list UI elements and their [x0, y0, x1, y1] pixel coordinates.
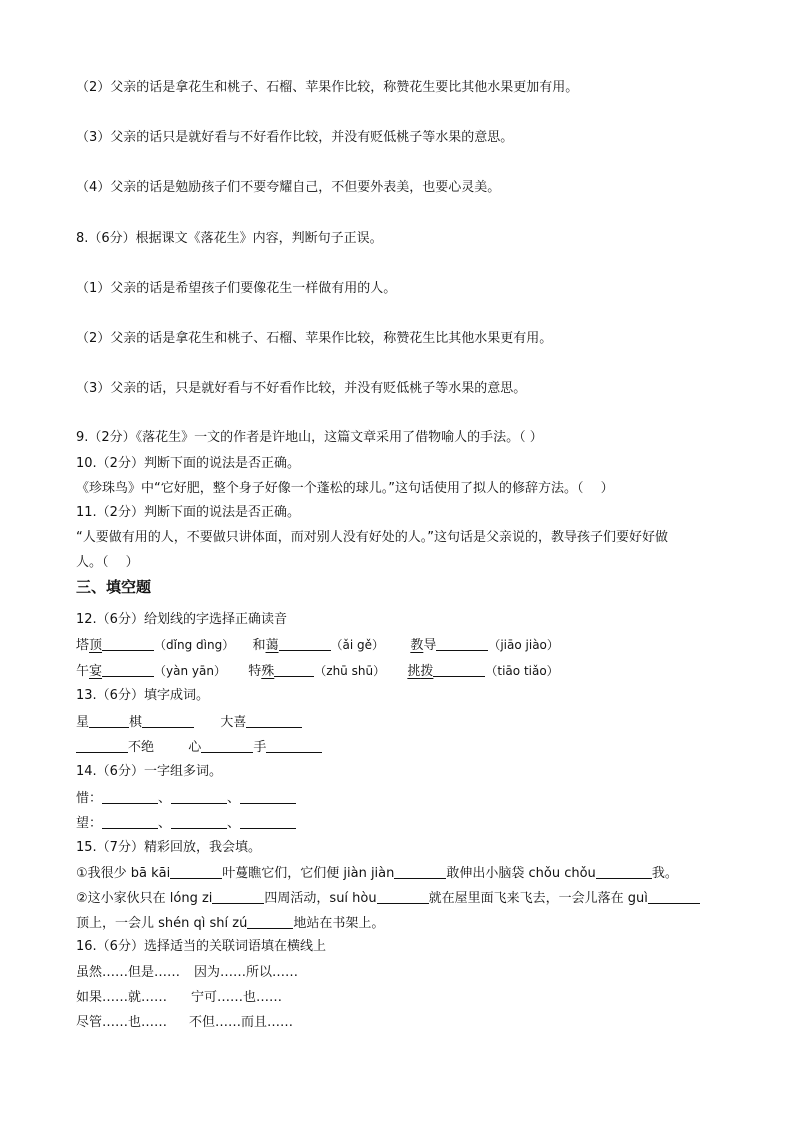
answer-blank[interactable]: [394, 864, 446, 879]
conjunction-pair: 尽管……也……: [76, 1015, 168, 1030]
conjunction-pair: 如果……就……: [76, 990, 168, 1005]
q16-row-2: [76, 989, 282, 1007]
q8-item-2: （2）父亲的话是拿花生和桃子、石榴、苹果作比较，称赞花生比其他水果更有用。: [76, 331, 553, 346]
pinyin-options: （ǎi gě）: [330, 638, 385, 652]
q12-row-2: [76, 662, 559, 681]
pinyin-options: （jiāo jiào）: [488, 638, 559, 652]
answer-blank[interactable]: [102, 636, 154, 651]
q15-text: ②这小家伙只在 lóng zi: [76, 891, 213, 906]
q12-word-text: 拨: [420, 664, 434, 679]
q12-underlined-char: 宴: [89, 664, 103, 679]
q15-text: ①我很少 bā kāi: [76, 866, 171, 881]
q12-word-text: 特: [248, 664, 262, 679]
answer-blank[interactable]: [596, 864, 652, 879]
q8-item-1: （1）父亲的话是希望孩子们要像花生一样做有用的人。: [76, 281, 397, 296]
pinyin-options: （yàn yān）: [154, 664, 226, 678]
separator: 、: [158, 816, 172, 831]
q10-stem: 10.（2分）判断下面的说法是否正确。: [76, 456, 300, 471]
q12-underlined-char: 顶: [89, 638, 103, 653]
q12-underlined-char: 挑: [407, 664, 421, 679]
answer-blank[interactable]: [433, 662, 485, 677]
q7-item-3: （3）父亲的话只是就好看与不好看作比较，并没有贬低桃子等水果的意思。: [76, 130, 514, 145]
section-title: 三、填空题: [76, 578, 152, 596]
q14-char: 望：: [76, 816, 103, 831]
pinyin-options: （zhū shū）: [314, 664, 386, 678]
q13-row-2: [76, 738, 322, 757]
q12-stem: 12.（6分）给划线的字选择正确读音: [76, 612, 287, 627]
conjunction-pair: 虽然……但是……: [76, 965, 181, 980]
answer-blank[interactable]: [279, 636, 331, 651]
q13-char: 星: [76, 715, 90, 730]
q15-text: 敢伸出小脑袋 chǒu chǒu: [446, 866, 596, 881]
answer-blank[interactable]: [274, 662, 314, 677]
q12-underlined-char: 殊: [261, 664, 275, 679]
q11-line-1: “人要做有用的人，不要做只讲体面，而对别人没有好处的人。”这句话是父亲说的，教导孩子们要好好做: [76, 530, 668, 545]
q15-text: 地站在书架上。: [293, 916, 385, 931]
q12-word-text: 塔: [76, 638, 90, 653]
q10-body: 《珍珠鸟》中“它好肥，整个身子好像一个蓬松的球儿。”这句话使用了拟人的修辞方法。（ ）: [76, 481, 614, 496]
answer-blank[interactable]: [201, 738, 253, 753]
separator: 、: [227, 791, 241, 806]
answer-blank[interactable]: [240, 814, 296, 829]
q12-word-text: 导: [423, 638, 437, 653]
answer-blank[interactable]: [170, 864, 222, 879]
answer-blank[interactable]: [266, 738, 322, 753]
q15-text: 顶上，一会儿 shén qì shí zú: [76, 916, 248, 931]
q13-char: 不绝: [128, 740, 155, 755]
q12-word-text: 午: [76, 664, 90, 679]
answer-blank[interactable]: [247, 914, 293, 929]
q14-stem: 14.（6分）一字组多词。: [76, 764, 222, 779]
q13-row-1: [76, 713, 302, 732]
q15-text: 我。: [651, 866, 678, 881]
q15-line-2: [76, 889, 700, 908]
q12-word-text: 和: [252, 638, 266, 653]
conjunction-pair: 宁可……也……: [191, 990, 283, 1005]
q14-char: 惜：: [76, 791, 103, 806]
answer-blank[interactable]: [246, 713, 302, 728]
q16-row-3: [76, 1014, 293, 1032]
q13-char: 心: [188, 740, 202, 755]
q16-stem: 16.（6分）选择适当的关联词语填在横线上: [76, 939, 326, 954]
q14-row-1: [76, 789, 296, 808]
answer-blank[interactable]: [102, 814, 158, 829]
q15-line-1: [76, 864, 678, 883]
q13-char: 手: [253, 740, 267, 755]
conjunction-pair: 因为……所以……: [194, 965, 299, 980]
q9-stem: 9.（2分）《落花生》一文的作者是许地山，这篇文章采用了借物喻人的手法。（ ）: [76, 430, 543, 445]
q15-text: 叶蔓瞧它们，它们便 jiàn jiàn: [222, 866, 395, 881]
q8-stem: 8.（6分）根据课文《落花生》内容，判断句子正误。: [76, 231, 383, 246]
q12-underlined-char: 教: [410, 638, 424, 653]
answer-blank[interactable]: [240, 789, 296, 804]
answer-blank[interactable]: [102, 789, 158, 804]
q16-row-1: [76, 964, 298, 982]
answer-blank[interactable]: [377, 889, 429, 904]
q15-stem: 15.（7分）精彩回放，我会填。: [76, 840, 261, 855]
answer-blank[interactable]: [76, 738, 128, 753]
q15-text: 就在屋里面飞来飞去，一会儿落在 guì: [428, 891, 648, 906]
answer-blank[interactable]: [171, 789, 227, 804]
conjunction-pair: 不但……而且……: [189, 1015, 294, 1030]
answer-blank[interactable]: [436, 636, 488, 651]
q15-text: 四周活动，suí hòu: [264, 891, 377, 906]
answer-blank[interactable]: [102, 662, 154, 677]
answer-blank[interactable]: [648, 889, 700, 904]
answer-blank[interactable]: [171, 814, 227, 829]
q12-row-1: [76, 636, 559, 655]
q11-stem: 11.（2分）判断下面的说法是否正确。: [76, 505, 300, 520]
q7-item-2: （2）父亲的话是拿花生和桃子、石榴、苹果作比较，称赞花生要比其他水果更加有用。: [76, 80, 579, 95]
separator: 、: [227, 816, 241, 831]
pinyin-options: （dǐng dìng）: [154, 638, 235, 652]
q14-row-2: [76, 814, 296, 833]
answer-blank[interactable]: [142, 713, 194, 728]
pinyin-options: （tiāo tiǎo）: [485, 664, 559, 678]
q8-item-3: （3）父亲的话，只是就好看与不好看作比较，并没有贬低桃子等水果的意思。: [76, 381, 527, 396]
q15-line-3: [76, 914, 384, 933]
q12-underlined-char: 蔼: [265, 638, 279, 653]
answer-blank[interactable]: [212, 889, 264, 904]
q7-item-4: （4）父亲的话是勉励孩子们不要夸耀自己，不但要外表美，也要心灵美。: [76, 180, 501, 195]
separator: 、: [158, 791, 172, 806]
q13-char: 棋: [129, 715, 143, 730]
answer-blank[interactable]: [89, 713, 129, 728]
q13-stem: 13.（6分）填字成词。: [76, 688, 209, 703]
q13-char: 大喜: [220, 715, 247, 730]
q11-line-2: 人。（ ）: [76, 555, 139, 570]
